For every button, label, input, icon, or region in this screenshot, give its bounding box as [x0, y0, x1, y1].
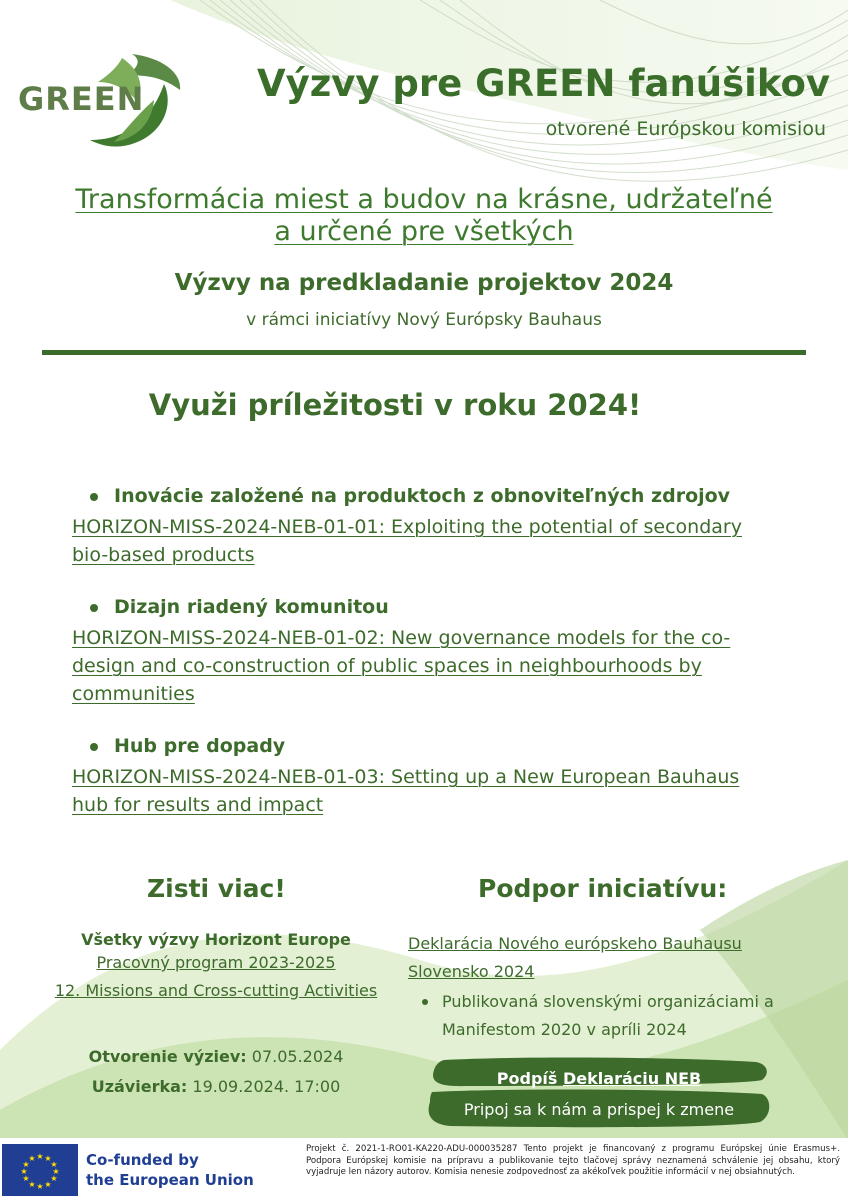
- all-calls-label: Všetky výzvy Horizont Europe: [81, 930, 351, 949]
- svg-text:★: ★: [36, 1152, 44, 1161]
- cta-link: Deklaráciu NEB: [563, 1069, 702, 1088]
- work-programme-link[interactable]: Pracovný program 2023-2025: [96, 953, 336, 972]
- svg-text:★: ★: [44, 1154, 52, 1163]
- cta-subtext: Pripoj sa k nám a prispej k zmene: [463, 1100, 735, 1119]
- open-label: Otvorenie výziev:: [88, 1047, 247, 1066]
- call-item: [72, 735, 832, 819]
- learn-more-links: [20, 930, 412, 1005]
- headline-line: Transformácia miest a budov na krásne, udržateľné: [75, 184, 773, 215]
- call-item: [72, 596, 832, 708]
- deadline-label: Uzávierka:: [91, 1077, 188, 1096]
- support-heading: Podpor iniciatívu:: [478, 874, 728, 903]
- green-logo: [14, 44, 194, 154]
- learn-more-heading: Zisti viac!: [147, 874, 286, 903]
- svg-text:★: ★: [20, 1167, 28, 1176]
- calls-title: Výzvy na predkladanie projektov 2024: [174, 270, 674, 296]
- calls-subtitle: v rámci iniciatívy Nový Európsky Bauhaus: [246, 310, 602, 330]
- svg-text:★: ★: [52, 1167, 60, 1176]
- deadline-date: 19.09.2024. 17:00: [192, 1077, 341, 1096]
- call-dates: [20, 1042, 412, 1102]
- open-date: 07.05.2024: [251, 1047, 344, 1066]
- opportunities-heading: Využi príležitosti v roku 2024!: [148, 388, 642, 422]
- call-item-link[interactable]: HORIZON-MISS-2024-NEB-01-01: Exploiting the potential of secondary bio-based products: [72, 516, 742, 566]
- sign-declaration-button[interactable]: [426, 1056, 772, 1130]
- svg-text:★: ★: [28, 1180, 36, 1189]
- disclaimer-text: Projekt č. 2021-1-RO01-KA220-ADU-000035287 Tento projekt je financovaný z programu Európskej únie Erasmus+. Podpora Európskej komisie na prípravu a publikovanie tejto tlačovej správy neznamená schválenie jej obsahu, ktorý vyjadruje len názory autorov. Komisia nenesie zodpovednosť za akékoľvek použitie informácií v nej obsiahnutých.: [306, 1144, 840, 1177]
- call-item-title: Dizajn riadený komunitou: [72, 596, 832, 618]
- svg-text:★: ★: [50, 1174, 58, 1183]
- logo-text: GREEN: [18, 80, 145, 118]
- divider: [42, 350, 806, 355]
- call-item-link[interactable]: HORIZON-MISS-2024-NEB-01-02: New governance models for the co- design and co-construction of public spaces in neighbourhoods by communities: [72, 627, 731, 705]
- call-item-title: Hub pre dopady: [72, 735, 832, 757]
- cta-prefix: Podpíš: [496, 1069, 558, 1088]
- call-item-title: Inovácie založené na produktoch z obnoviteľných zdrojov: [72, 485, 832, 507]
- svg-text:★: ★: [22, 1160, 30, 1169]
- support-bullet: Publikovaná slovenskými organizáciami a Manifestom 2020 v apríli 2024: [408, 988, 828, 1044]
- headline-line: a určené pre všetkých: [274, 216, 574, 247]
- svg-text:★: ★: [50, 1160, 58, 1169]
- eu-flag-icon: [2, 1144, 78, 1196]
- declaration-link[interactable]: Deklarácia Nového európskeho Bauhausu Slovensko 2024: [408, 934, 742, 981]
- svg-text:★: ★: [22, 1174, 30, 1183]
- page-title: Výzvy pre GREEN fanúšikov: [257, 62, 830, 105]
- svg-text:★: ★: [44, 1180, 52, 1189]
- call-item: [72, 485, 832, 569]
- svg-text:★: ★: [36, 1182, 44, 1191]
- page-subtitle: otvorené Európskou komisiou: [545, 118, 826, 140]
- support-content: [408, 930, 828, 1044]
- call-item-link[interactable]: HORIZON-MISS-2024-NEB-01-03: Setting up a New European Bauhaus hub for results and impact: [72, 766, 740, 816]
- missions-link[interactable]: 12. Missions and Cross-cutting Activities: [54, 981, 378, 1000]
- headline-link[interactable]: [0, 184, 848, 248]
- svg-text:★: ★: [28, 1154, 36, 1163]
- eu-cofunded-label: Co-funded by the European Union: [86, 1151, 254, 1189]
